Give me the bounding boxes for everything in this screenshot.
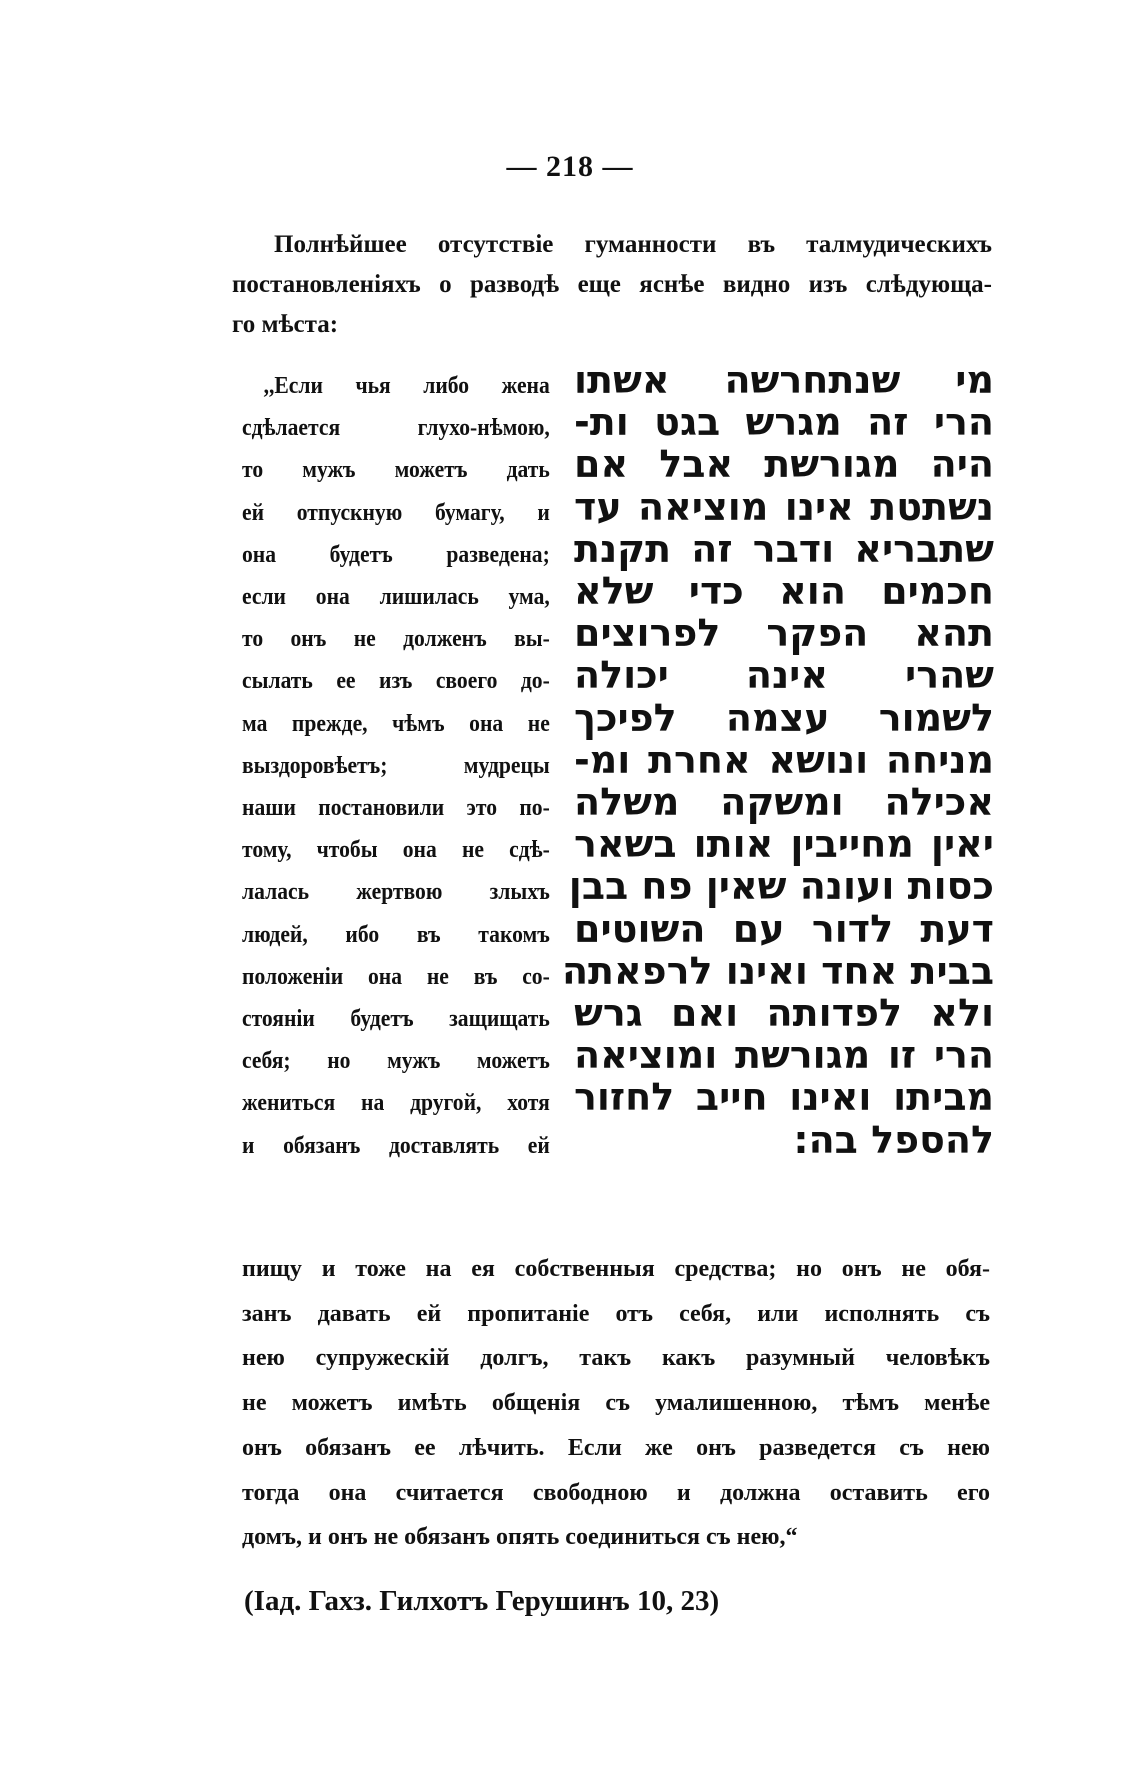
russian-line: если она лишилась ума, (242, 584, 550, 611)
hebrew-source-column (561, 358, 994, 1162)
hebrew-line: חכמים הוא כדי שלא (574, 569, 994, 614)
russian-line: людей, ибо въ такомъ (242, 921, 550, 948)
russian-line: наши постановили это по- (242, 795, 550, 822)
continuation-line: тогда она считается свободною и должна оставить его (242, 1479, 990, 1506)
russian-line: лалась жертвою злыхъ (242, 879, 550, 906)
russian-line: выздоровѣетъ; мудрецы (242, 752, 550, 779)
hebrew-line: היה מגורשת אבל אם (574, 442, 994, 487)
russian-line: ,,Если чья либо жена (263, 373, 550, 399)
continuation-line: онъ обязанъ ее лѣчить. Если же онъ разведется съ нею (242, 1434, 990, 1461)
russian-translation-column (242, 365, 550, 1167)
hebrew-line: ולא לפדותה ואם גרש (574, 991, 994, 1036)
russian-line: положеніи она не въ со- (242, 963, 550, 990)
hebrew-line: שהרי אינה יכולה (574, 653, 994, 698)
hebrew-line: מניחה ונושא אחרת ומ- (574, 737, 994, 782)
hebrew-line: הרי זו מגורשת ומוציאה (574, 1033, 994, 1078)
hebrew-line: לשמור עצמה לפיכך (574, 695, 994, 740)
hebrew-line: יאין מחייבין אותו בשאר (574, 822, 994, 867)
intro-line: го мѣста: (232, 311, 339, 338)
russian-line: стояніи будетъ защищать (242, 1006, 550, 1033)
continuation-line: занъ давать ей пропитаніе отъ себя, или исполнять съ (242, 1300, 990, 1327)
hebrew-line: מביתו ואינו חייב לחזור (574, 1075, 994, 1120)
hebrew-line: שתבריא ודבר זה תקנת (574, 526, 994, 571)
hebrew-line: דעת לדור עם השוטים (574, 906, 994, 951)
russian-line: тому, чтобы она не сдѣ- (242, 837, 550, 864)
hebrew-line: בבית אחד ואינו לרפאתה (561, 948, 994, 993)
continuation-line: не можетъ имѣть общенія съ умалишенною, тѣмъ менѣе (242, 1390, 990, 1417)
hebrew-line: כסות ועונה שאין פח בבן (568, 864, 994, 909)
continuation-line: пищу и тоже на ея собственныя средства; но онъ не обя- (242, 1256, 990, 1282)
intro-line: постановленіяхъ о разводѣ еще яснѣе видно изъ слѣдующа- (232, 271, 992, 298)
hebrew-line: נשתטת אינו מוציאה עד (574, 484, 994, 529)
russian-line: жениться на другой, хотя (242, 1090, 550, 1117)
russian-line: сылать ее изъ своего до- (242, 668, 550, 695)
russian-line: себя; но мужъ можетъ (242, 1048, 550, 1075)
russian-line: то мужъ можетъ дать (242, 457, 550, 484)
hebrew-line: להספל בה: (793, 1117, 994, 1162)
russian-line: сдѣлается глухо-нѣмою, (242, 415, 550, 442)
parallel-columns (242, 358, 1002, 1245)
intro-paragraph (232, 225, 992, 345)
page-number: — 218 — (506, 150, 634, 183)
intro-line: Полнѣйшее отсутствіе гуманности въ талмудическихъ (274, 231, 992, 258)
russian-line: ей отпускную бумагу, и (242, 499, 550, 526)
hebrew-line: מי שנתחרשה אשתו (574, 358, 994, 402)
continuation-line: нею супружескій долгъ, такъ какъ разумный человѣкъ (242, 1345, 990, 1372)
russian-line: ма прежде, чѣмъ она не (242, 710, 550, 737)
russian-line: и обязанъ доставлять ей (242, 1132, 550, 1159)
continuation-line: домъ, и онъ не обязанъ опять соединиться съ нею,“ (242, 1524, 798, 1551)
russian-line: она будетъ разведена; (242, 541, 550, 568)
source-citation: (Іад. Гахз. Гилхотъ Герушинъ 10, 23) (244, 1585, 720, 1617)
hebrew-line: תהא הפקר לפרוצים (574, 611, 994, 656)
continuation-paragraph (242, 1247, 990, 1560)
hebrew-line: אכילה ומשקה משלה (574, 780, 994, 825)
hebrew-line: הרי זה מגרש בגט ות- (574, 400, 994, 445)
russian-line: то онъ не долженъ вы- (242, 626, 550, 653)
